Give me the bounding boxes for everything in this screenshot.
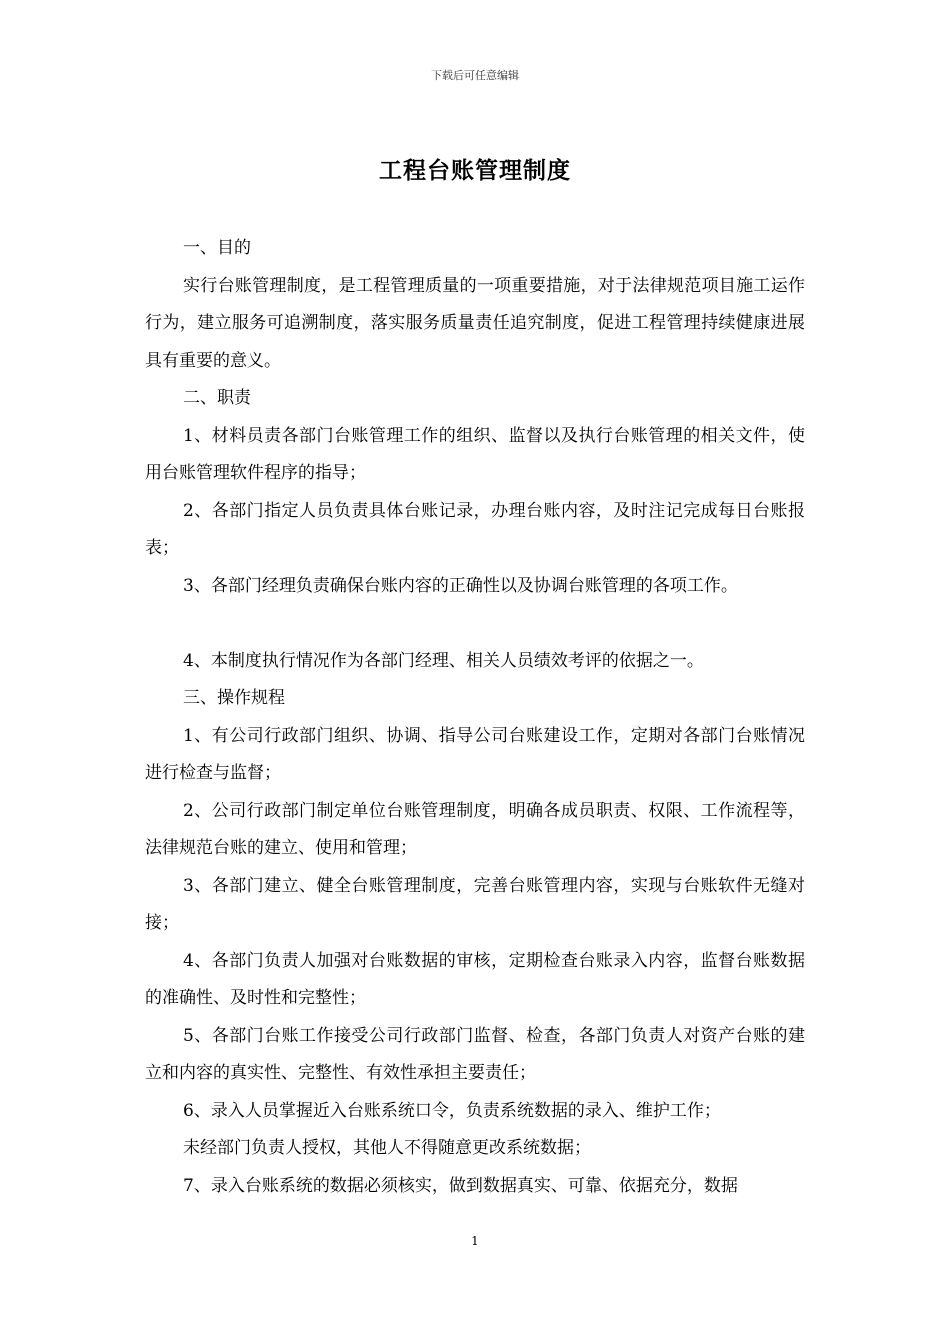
header-note: 下载后可任意编辑 (431, 69, 519, 82)
paragraph-duty-1: 1、材料员责各部门台账管理工作的组织、监督以及执行台账管理的相关文件，使用台账管理软件程序的指导； (145, 425, 805, 483)
paragraph-duty-3: 3、各部门经理负责确保台账内容的正确性以及协调台账管理的各项工作。 (183, 575, 738, 596)
paragraph-procedure-1: 1、有公司行政部门组织、协调、指导公司台账建设工作，定期对各部门台账情况进行检查与监督； (145, 725, 805, 783)
section-heading-duties: 二、职责 (183, 388, 251, 408)
section-heading-purpose: 一、目的 (183, 238, 251, 258)
paragraph-procedure-6-note: 未经部门负责人授权，其他人不得随意更改系统数据； (183, 1138, 591, 1158)
paragraph-duty-2: 2、各部门指定人员负责具体台账记录，办理台账内容，及时注记完成每日台账报表； (145, 500, 805, 558)
page-number: 1 (471, 1234, 479, 1248)
paragraph-procedure-2: 2、公司行政部门制定单位台账管理制度，明确各成员职责、权限、工作流程等，法律规范台账的建立、使用和管理； (145, 800, 805, 858)
paragraph-procedure-7: 7、录入台账系统的数据必须核实，做到数据真实、可靠、依据充分，数据 (183, 1175, 738, 1196)
paragraph-procedure-4: 4、各部门负责人加强对台账数据的审核，定期检查台账录入内容，监督台账数据的准确性、及时性和完整性； (145, 950, 805, 1008)
document-body (145, 230, 805, 1205)
paragraph-purpose: 实行台账管理制度，是工程管理质量的一项重要措施，对于法律规范项目施工运作行为，建立服务可追溯制度，落实服务质量责任追究制度，促进工程管理持续健康进展具有重要的意义。 (145, 275, 805, 371)
paragraph-procedure-3: 3、各部门建立、健全台账管理制度，完善台账管理内容，实现与台账软件无缝对接； (145, 875, 805, 933)
paragraph-duty-4: 4、本制度执行情况作为各部门经理、相关人员绩效考评的依据之一。 (183, 650, 704, 671)
section-heading-procedures: 三、操作规程 (183, 688, 285, 708)
blank-line (145, 605, 805, 643)
paragraph-procedure-5: 5、各部门台账工作接受公司行政部门监督、检查，各部门负责人对资产台账的建立和内容的真实性、完整性、有效性承担主要责任； (145, 1025, 805, 1083)
paragraph-procedure-6: 6、录入人员掌握近入台账系统口令，负责系统数据的录入、维护工作； (183, 1100, 721, 1121)
document-title: 工程台账管理制度 (379, 157, 571, 184)
